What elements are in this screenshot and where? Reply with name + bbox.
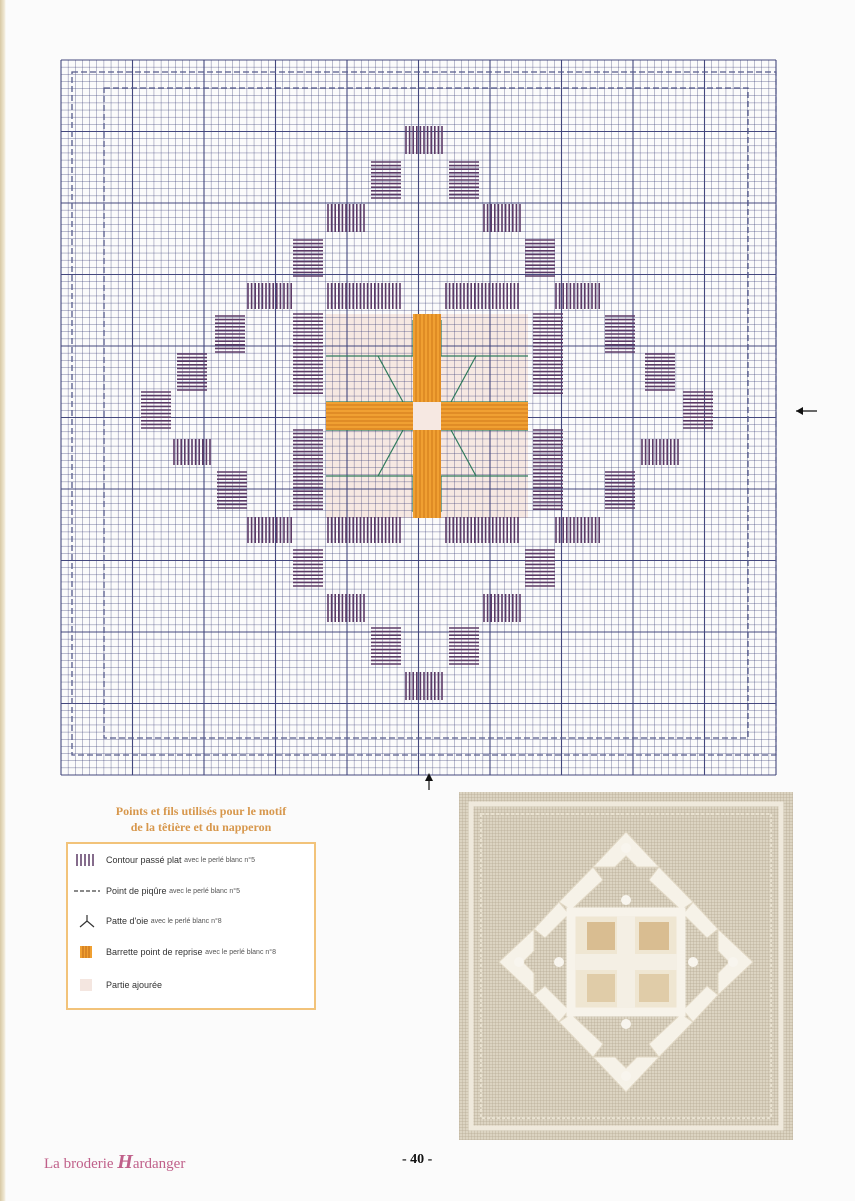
book-title [44, 1151, 185, 1174]
legend-item-main: Point de piqûre [106, 886, 167, 896]
legend-item-main: Partie ajourée [106, 980, 163, 990]
legend-item-detail: avec le perlé blanc n°5 [169, 887, 240, 895]
satin-block [141, 392, 171, 428]
satin-block [248, 283, 291, 309]
satin-block [248, 517, 291, 543]
woven-bar [413, 430, 441, 518]
satin-block [217, 472, 247, 508]
center-arrow-bottom-head [425, 773, 433, 781]
center-arrow-right-head [796, 407, 803, 415]
dove-eye-symbol [74, 914, 100, 928]
woven-bar-symbol [74, 945, 100, 959]
legend-item-satin-stitch [74, 851, 255, 869]
center-square [413, 402, 441, 430]
satin-block [328, 517, 400, 543]
book-title-rest: ardanger [132, 1156, 186, 1172]
satin-block [328, 283, 400, 309]
satin-block [605, 316, 635, 352]
legend-item-detail: avec le perlé blanc n°5 [184, 856, 255, 864]
satin-block [215, 316, 245, 352]
embroidery-sample-photo [459, 792, 793, 1140]
satin-block [645, 354, 675, 390]
legend-title-line1: Points et fils utilisés pour le motif [115, 804, 287, 818]
legend-title [70, 803, 332, 835]
legend-item-main: Contour passé plat [106, 855, 182, 865]
legend-item-dove-eye [74, 912, 222, 930]
satin-block [533, 314, 563, 393]
satin-block [449, 628, 479, 664]
stitch-legend [66, 842, 316, 1010]
backstitch-symbol [74, 884, 100, 898]
legend-title-line2: de la têtière et du napperon [130, 820, 272, 834]
satin-block [556, 517, 599, 543]
satin-block [328, 204, 364, 232]
satin-block [556, 283, 599, 309]
legend-item-main: Barrette point de reprise [106, 947, 203, 957]
book-title-initial: H [117, 1151, 133, 1173]
satin-stitch-symbol [74, 853, 100, 867]
legend-item-main: Patte d'oie [106, 916, 149, 926]
embroidery-sample-illustration [459, 792, 793, 1140]
satin-block [177, 354, 207, 390]
satin-block [484, 204, 520, 232]
woven-bar [413, 314, 441, 402]
satin-block [683, 392, 713, 428]
satin-block [446, 517, 518, 543]
satin-block [174, 439, 210, 465]
satin-block [533, 430, 563, 509]
legend-item-woven-bar [74, 943, 276, 961]
legend-item-detail: avec le perlé blanc n°8 [150, 917, 222, 925]
satin-block [605, 472, 635, 508]
cutwork-area-symbol [74, 978, 100, 992]
legend-item-detail: avec le perlé blanc n°8 [205, 948, 276, 956]
legend-item-cutwork [74, 976, 162, 994]
satin-block [446, 283, 518, 309]
woven-bar [441, 402, 528, 430]
book-title-prefix: La broderie [44, 1156, 118, 1172]
page-number: - 40 - [402, 1152, 433, 1167]
legend-item-backstitch [74, 882, 240, 900]
woven-bar [326, 402, 413, 430]
